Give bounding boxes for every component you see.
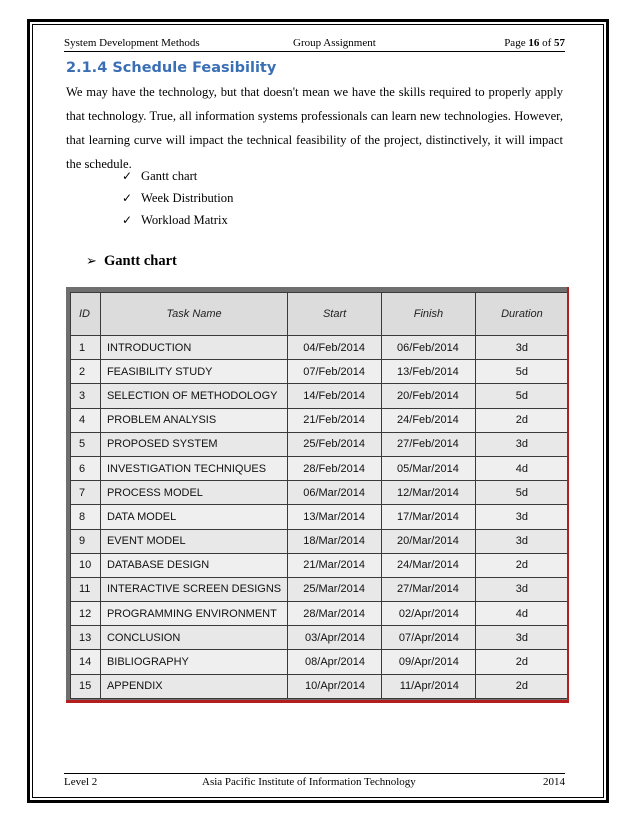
cell-task-name: INTRODUCTION [100,336,287,360]
checklist-item [122,165,233,187]
cell-id: 13 [71,626,101,650]
cell-start: 03/Apr/2014 [288,626,382,650]
checkmark-icon: ✓ [122,191,133,205]
cell-id: 9 [71,529,101,553]
header-course-title: System Development Methods [64,37,200,49]
table-row [71,481,569,505]
cell-start: 25/Mar/2014 [288,577,382,601]
gantt-header-row [71,293,569,336]
cell-start: 21/Feb/2014 [288,408,382,432]
page-header [64,35,565,51]
cell-duration: 3d [475,505,568,529]
page-footer [64,775,565,791]
cell-duration: 3d [475,577,568,601]
cell-start: 14/Feb/2014 [288,384,382,408]
table-row [71,336,569,360]
cell-finish: 13/Feb/2014 [381,360,475,384]
cell-task-name: PROGRAMMING ENVIRONMENT [100,602,287,626]
cell-duration: 2d [475,408,568,432]
cell-duration: 3d [475,529,568,553]
cell-duration: 4d [475,602,568,626]
cell-start: 06/Mar/2014 [288,481,382,505]
arrowhead-bullet-icon: ➢ [86,254,97,269]
cell-task-name: EVENT MODEL [100,529,287,553]
table-row [71,505,569,529]
cell-task-name: APPENDIX [100,674,287,698]
cell-task-name: INTERACTIVE SCREEN DESIGNS [100,577,287,601]
cell-finish: 17/Mar/2014 [381,505,475,529]
table-row [71,408,569,432]
cell-task-name: CONCLUSION [100,626,287,650]
table-row [71,360,569,384]
cell-duration: 2d [475,674,568,698]
checkmark-icon: ✓ [122,169,133,183]
table-row [71,577,569,601]
checklist-item [122,209,233,231]
cell-task-name: BIBLIOGRAPHY [100,650,287,674]
cell-id: 12 [71,602,101,626]
cell-duration: 3d [475,336,568,360]
section-title: 2.1.4 Schedule Feasibility [66,60,277,76]
page-of: of [539,37,554,49]
cell-task-name: PROCESS MODEL [100,481,287,505]
cell-finish: 12/Mar/2014 [381,481,475,505]
table-row [71,456,569,480]
cell-start: 08/Apr/2014 [288,650,382,674]
cell-id: 7 [71,481,101,505]
cell-task-name: PROBLEM ANALYSIS [100,408,287,432]
cell-start: 04/Feb/2014 [288,336,382,360]
gantt-heading-label: Gantt chart [104,253,177,269]
cell-id: 4 [71,408,101,432]
cell-duration: 4d [475,456,568,480]
table-row [71,384,569,408]
cell-start: 25/Feb/2014 [288,432,382,456]
cell-task-name: PROPOSED SYSTEM [100,432,287,456]
cell-id: 6 [71,456,101,480]
cell-finish: 24/Feb/2014 [381,408,475,432]
gantt-table-body [71,336,569,699]
cell-finish: 06/Feb/2014 [381,336,475,360]
cell-start: 10/Apr/2014 [288,674,382,698]
cell-start: 28/Feb/2014 [288,456,382,480]
frame-edge-bottom [66,700,569,703]
cell-task-name: DATA MODEL [100,505,287,529]
footer-divider [64,773,565,774]
footer-institution: Asia Pacific Institute of Information Technology [202,776,416,788]
cell-start: 21/Mar/2014 [288,553,382,577]
checklist-item-label: Week Distribution [141,191,234,205]
header-assignment-type: Group Assignment [293,37,376,49]
page-prefix: Page [504,37,529,49]
cell-finish: 27/Mar/2014 [381,577,475,601]
cell-start: 13/Mar/2014 [288,505,382,529]
gantt-table-image [66,287,569,703]
table-row [71,674,569,698]
cell-id: 10 [71,553,101,577]
cell-id: 14 [71,650,101,674]
checklist-item-label: Gantt chart [141,169,198,183]
column-header-task-name: Task Name [100,293,287,336]
cell-duration: 3d [475,432,568,456]
cell-task-name: INVESTIGATION TECHNIQUES [100,456,287,480]
checklist-item [122,187,233,209]
column-header-finish: Finish [381,293,475,336]
deliverables-checklist [122,165,233,231]
table-row [71,602,569,626]
checklist-item-label: Workload Matrix [141,213,228,227]
cell-task-name: SELECTION OF METHODOLOGY [100,384,287,408]
cell-duration: 3d [475,626,568,650]
header-divider [64,51,565,52]
cell-id: 3 [71,384,101,408]
table-row [71,553,569,577]
footer-year: 2014 [543,776,565,788]
cell-start: 07/Feb/2014 [288,360,382,384]
cell-id: 1 [71,336,101,360]
cell-start: 18/Mar/2014 [288,529,382,553]
cell-id: 8 [71,505,101,529]
cell-duration: 5d [475,384,568,408]
cell-id: 5 [71,432,101,456]
cell-finish: 05/Mar/2014 [381,456,475,480]
frame-edge-right [567,287,569,703]
section-paragraph: We may have the technology, but that doesn't mean we have the skills required to properly apply that technology. True, all information systems professionals can learn new technologies. However, that learning curve will impact the technical feasibility of the project, distinctively, it will impact the schedule. [66,85,563,171]
table-row [71,650,569,674]
column-header-id: ID [71,293,101,336]
cell-id: 15 [71,674,101,698]
cell-task-name: DATABASE DESIGN [100,553,287,577]
cell-finish: 20/Mar/2014 [381,529,475,553]
table-row [71,529,569,553]
table-row [71,626,569,650]
cell-id: 11 [71,577,101,601]
cell-finish: 07/Apr/2014 [381,626,475,650]
cell-finish: 11/Apr/2014 [381,674,475,698]
column-header-duration: Duration [475,293,568,336]
cell-finish: 20/Feb/2014 [381,384,475,408]
header-page-number [504,37,565,49]
cell-id: 2 [71,360,101,384]
table-row [71,432,569,456]
column-header-start: Start [288,293,382,336]
page-total: 57 [554,37,565,49]
cell-duration: 2d [475,553,568,577]
cell-start: 28/Mar/2014 [288,602,382,626]
checkmark-icon: ✓ [122,213,133,227]
cell-finish: 09/Apr/2014 [381,650,475,674]
cell-duration: 5d [475,360,568,384]
footer-level: Level 2 [64,776,98,788]
cell-task-name: FEASIBILITY STUDY [100,360,287,384]
gantt-table [70,292,569,699]
cell-finish: 02/Apr/2014 [381,602,475,626]
page-current: 16 [528,37,540,49]
gantt-chart-heading [86,253,177,270]
cell-duration: 2d [475,650,568,674]
cell-finish: 27/Feb/2014 [381,432,475,456]
cell-duration: 5d [475,481,568,505]
cell-finish: 24/Mar/2014 [381,553,475,577]
